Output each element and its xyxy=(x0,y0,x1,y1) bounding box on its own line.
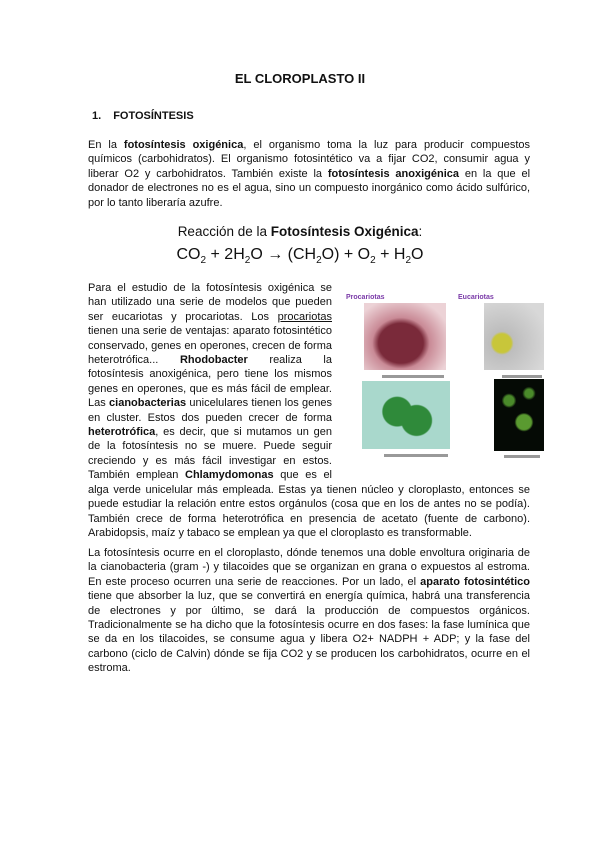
eukaryotes-label: Eucariotas xyxy=(458,294,494,301)
page-title: EL CLOROPLASTO II xyxy=(234,71,366,86)
chlamydomonas-image xyxy=(484,303,544,370)
prokaryotes-label: Procariotas xyxy=(346,294,385,301)
rhodobacter-image xyxy=(364,303,446,370)
paragraph-intro: En la fotosíntesis oxigénica, el organismo toma la luz para producir compuestos químicos (carbohidratos). El organismo fotosintético va a fijar CO2, consumir agua y liberar O2 y carbohidratos. También existe la fotosíntesis anoxigénica en la que el donador de electrones no es el agua, sino un compuesto inorgánico como ácido sulfúrico, por lo tanto liberaría azufre. xyxy=(88,139,531,209)
cyanobacteria-image xyxy=(362,381,450,449)
paragraph-models: Procariotas Eucariotas Para el estudio de la fotosíntesis oxigénica se han utilizado una serie de modelos que pueden ser eucariotas y procariotas. Los procariotas tienen una serie de ventajas: aparato fotosintético conservado, genes en operones, crecen de forma heterotrófica... Rhodobacter realiza la fotosíntesis anoxigénica, pero tiene los mismos genes en operones, que es más fácil de emplear. Las cianobacterias unicelulares tienen los genes en cluster. Estos dos pueden crecer de forma heterotrófica, es decir, que si mutamos un gen de la fotosíntesis no se muere. Puede seguir creciendo y es más fácil investigar en estos. También emplean Chlamydomonas que es el alga verde unicelular más empleada. Estas ya tienen núcleo y cloroplasto, entonces se puede estudiar la relación entre estos orgánulos (cosa que en los de antes no se podía). También crece de forma heterotrófica en presencia de acetato (fuente de carbono). Arabidopsis, maíz y tabaco se emplean ya que el cloroplasto es transformable. xyxy=(88,281,530,540)
paragraph-chloroplast: La fotosíntesis ocurre en el cloroplasto, dónde tenemos una doble envoltura originaria de la cianobacteria (gram -) y tilacoides que se organizan en grana o expuestos al estroma. En este proceso ocurren una serie de reacciones. Por un lado, el aparato fotosintético tiene que absorber la luz, que se convertirá en energía química, habrá una transferencia de electrones y por último, se dará la producción de compuestos orgánicos. Tradicionalmente se ha dicho que la fotosíntesis ocurre en dos fases: la fase lumínica que se da en los tilacoides, se consume agua y libera O2+ NADPH + ADP; y la fase del carbono (ciclo de Calvin) dónde se fija CO2 y se producen los carbohidratos, ocurre en el estroma. xyxy=(88,547,530,675)
arabidopsis-image xyxy=(494,379,544,451)
section-number: 1. xyxy=(92,110,102,122)
section-heading xyxy=(92,109,206,123)
reaction-equation: $CO_2 + 2H_2O \to (CH_2O) + O_2 + H_2O$ xyxy=(176,246,424,267)
section-label: FOTOSÍNTESIS xyxy=(113,110,194,122)
reaction-title: Reacción de la Fotosíntesis Oxigénica: xyxy=(177,224,423,239)
model-organisms-figure xyxy=(342,291,530,477)
